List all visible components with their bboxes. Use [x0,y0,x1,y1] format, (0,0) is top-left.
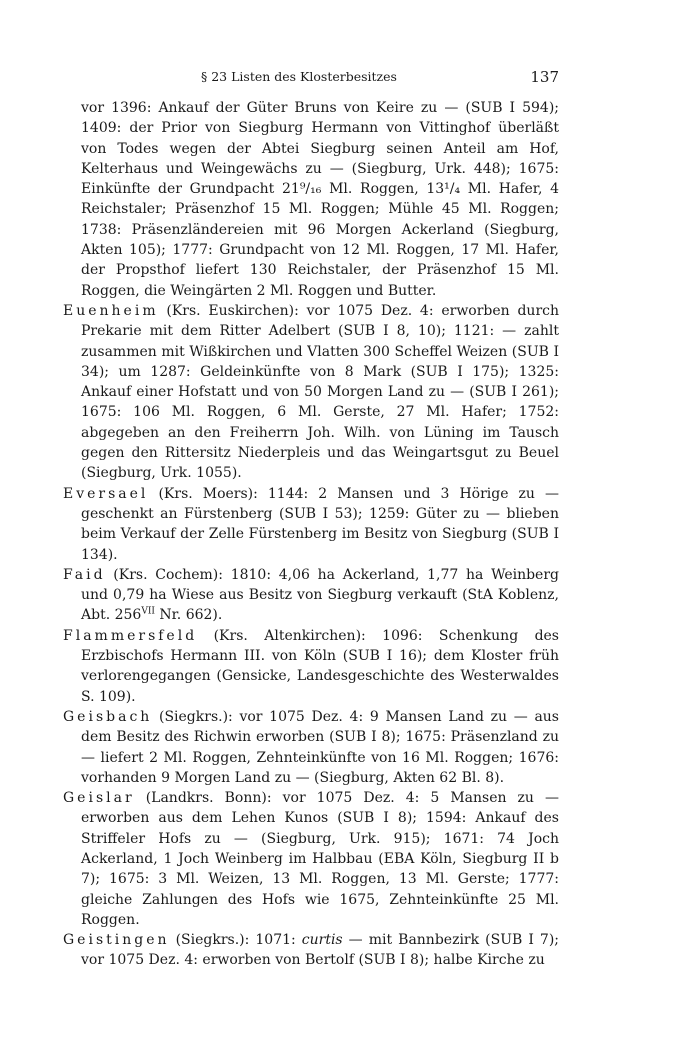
entry-head: Euenheim [63,302,159,319]
body-text [63,98,559,971]
entry-text: (Krs. Euskirchen): vor 1075 Dez. 4: erworben durch Prekarie mit dem Ritter Adelbert (SUB I 8, 10); 1121: — zahlt zusammen mit Wißkirchen und Vlatten 300 Scheffel Weizen (SUB I 34); um 1287: Geldeinkünfte von 8 Mark (SUB I 175); 1325: Ankauf einer Hofstatt und von 50 Morgen Land zu — (SUB I 261); 1675: 106 Ml. Roggen, 6 Ml. Gerste, 27 Ml. Hafer; 1752: abgegeben an den Freiherrn Joh. Wilh. von Lüning im Tausch gegen den Rittersitz Niederpleis und das Weingartsgut zu Beuel (Siegburg, Urk. 1055). [81,302,559,482]
entry-head: Eversael [63,485,149,502]
section-title: § 23 Listen des Klosterbesitzes [201,69,397,84]
entry-eversael [63,484,559,565]
entry-text: (Landkrs. Bonn): vor 1075 Dez. 4: 5 Mansen zu — erworben aus dem Lehen Kunos (SUB I 8); 1594: Ankauf des Striffeler Hofs zu — (Siegburg, Urk. 915); 1671: 74 Joch Ackerland, 1 Joch Weinberg im Halbbau (EBA Köln, Siegburg II b 7); 1675: 3 Ml. Weizen, 13 Ml. Roggen, 13 Ml. Gerste; 1777: gleiche Zahlungen des Hofs wie 1675, Zehnteinkünfte 25 Ml. Roggen. [81,790,559,928]
entry-head: Geistingen [63,932,170,949]
entry-head: Faid [63,566,106,583]
entry-faid [63,565,559,626]
entry-text: (Siegkrs.): vor 1075 Dez. 4: 9 Mansen Land zu — aus dem Besitz des Richwin erworben (SUB I 8); 1675: Präsenzland zu — liefert 2 Ml. Roggen, Zehnteinkünfte von 16 Ml. Roggen; 1676: vorhanden 9 Morgen Land zu — (Siegburg, Akten 62 Bl. 8). [81,708,559,786]
entry-geistingen [63,930,559,971]
entry-head: Geisbach [63,708,153,725]
page-number: 137 [530,68,559,86]
entry-head: Flammersfeld [63,627,198,644]
running-head [63,66,559,88]
entry-text: (Krs. Altenkirchen): 1096: Schenkung des Erzbischofs Hermann III. von Köln (SUB I 16); dem Kloster früh verlorengegangen (Gensicke, Landesgeschichte des Westerwaldes S. 109). [81,627,559,705]
entry-superscript: VII [141,606,155,617]
entry-geislar [63,788,559,930]
entry-geisbach [63,707,559,788]
entry-text-tail: — mit Bannbezirk (SUB I 7); vor 1075 Dez. 4: erworben von Bertolf (SUB I 8); halbe Kirche zu [81,932,559,969]
entry-text: (Krs. Cochem): 1810: 4,06 ha Ackerland, 1,77 ha Weinberg und 0,79 ha Wiese aus Besitz von Siegburg verkauft (StA Koblenz, Abt. 256 [81,566,559,624]
entry-text-tail: Nr. 662). [154,607,223,624]
continued-entry [63,98,559,301]
entry-flammersfeld [63,626,559,707]
entry-text: (Krs. Moers): 1144: 2 Mansen und 3 Hörige zu — geschenkt an Fürstenberg (SUB I 53); 1259: Güter zu — blieben beim Verkauf der Zelle Fürstenberg im Besitz von Siegburg (SUB I 134). [81,485,559,563]
entry-text: (Siegkrs.): 1071: [169,932,302,949]
entry-euenheim [63,301,559,484]
entry-head: Geislar [63,790,135,807]
continued-entry-text: vor 1396: Ankauf der Güter Bruns von Keire zu — (SUB I 594); 1409: der Prior von Siegburg Hermann von Vittinghof überläßt von Todes wegen der Abtei Siegburg seinen Anteil am Hof, Kelterhaus und Weingewächs zu — (Siegburg, Urk. 448); 1675: Einkünfte der Grundpacht 21⁹/₁₆ Ml. Roggen, 13¹/₄ Ml. Hafer, 4 Reichstaler; Präsenzhof 15 Ml. Roggen; Mühle 45 Ml. Roggen; 1738: Präsenzländereien mit 96 Morgen Ackerland (Siegburg, Akten 105); 1777: Grundpacht von 12 Ml. Roggen, 17 Ml. Hafer, der Propsthof liefert 130 Reichstaler, der Präsenzhof 15 Ml. Roggen, die Weingärten 2 Ml. Roggen und Butter. [81,100,559,299]
entry-italic-term: curtis [301,932,343,949]
